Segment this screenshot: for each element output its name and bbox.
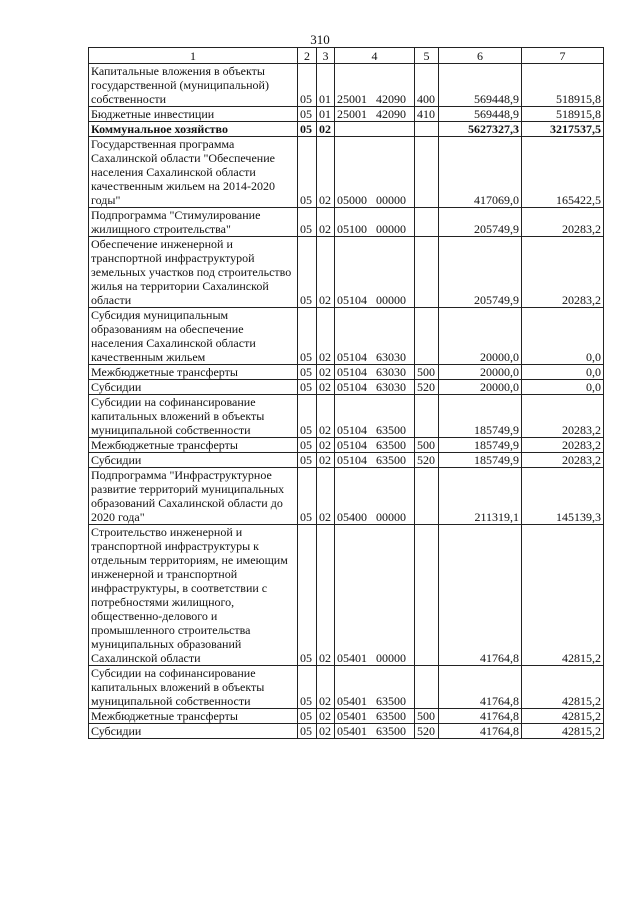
amount-year-2: 0,0 bbox=[522, 365, 604, 380]
expense-type-code: 520 bbox=[415, 453, 439, 468]
expense-type-code: 500 bbox=[415, 365, 439, 380]
expense-type-code bbox=[415, 208, 439, 237]
column-header: 4 bbox=[335, 48, 415, 64]
section-code: 05 bbox=[298, 308, 317, 365]
expense-type-code bbox=[415, 395, 439, 438]
section-code: 05 bbox=[298, 122, 317, 137]
amount-year-1: 185749,9 bbox=[439, 453, 522, 468]
row-name: Государственная программа Сахалинской области "Обеспечение населения Сахалинской области качественным жильем на 2014-2020 годы" bbox=[89, 137, 298, 208]
table-row bbox=[89, 308, 604, 365]
row-name: Субсидии на софинансирование капитальных вложений в объекты муниципальной собственности bbox=[89, 666, 298, 709]
expense-type-code: 410 bbox=[415, 107, 439, 122]
expense-type-code bbox=[415, 237, 439, 308]
amount-year-1: 211319,1 bbox=[439, 468, 522, 525]
section-code: 05 bbox=[298, 724, 317, 739]
amount-year-2: 0,0 bbox=[522, 380, 604, 395]
subsection-code: 02 bbox=[317, 666, 335, 709]
expense-type-code: 520 bbox=[415, 380, 439, 395]
row-name: Субсидии bbox=[89, 380, 298, 395]
table-row bbox=[89, 380, 604, 395]
subsection-code: 01 bbox=[317, 107, 335, 122]
amount-year-2: 42815,2 bbox=[522, 666, 604, 709]
target-article-code: 05104 63500 bbox=[335, 453, 415, 468]
expense-type-code bbox=[415, 525, 439, 666]
amount-year-2: 42815,2 bbox=[522, 525, 604, 666]
subsection-code: 02 bbox=[317, 237, 335, 308]
column-header: 6 bbox=[439, 48, 522, 64]
amount-year-1: 569448,9 bbox=[439, 64, 522, 107]
row-name: Межбюджетные трансферты bbox=[89, 365, 298, 380]
section-code: 05 bbox=[298, 237, 317, 308]
row-name: Обеспечение инженерной и транспортной инфраструктурой земельных участков под строительство жилья на территории Сахалинской области bbox=[89, 237, 298, 308]
row-name: Субсидии на софинансирование капитальных вложений в объекты муниципальной собственности bbox=[89, 395, 298, 438]
table-row bbox=[89, 709, 604, 724]
row-name: Бюджетные инвестиции bbox=[89, 107, 298, 122]
table-row bbox=[89, 724, 604, 739]
subsection-code: 02 bbox=[317, 208, 335, 237]
expense-type-code: 400 bbox=[415, 64, 439, 107]
amount-year-1: 205749,9 bbox=[439, 208, 522, 237]
table-row bbox=[89, 395, 604, 438]
target-article-code bbox=[335, 122, 415, 137]
section-code: 05 bbox=[298, 666, 317, 709]
amount-year-2: 3217537,5 bbox=[522, 122, 604, 137]
row-name: Подпрограмма "Стимулирование жилищного строительства" bbox=[89, 208, 298, 237]
amount-year-1: 41764,8 bbox=[439, 724, 522, 739]
target-article-code: 25001 42090 bbox=[335, 107, 415, 122]
amount-year-2: 42815,2 bbox=[522, 709, 604, 724]
amount-year-2: 0,0 bbox=[522, 308, 604, 365]
amount-year-1: 569448,9 bbox=[439, 107, 522, 122]
amount-year-1: 41764,8 bbox=[439, 525, 522, 666]
table-row bbox=[89, 365, 604, 380]
subsection-code: 02 bbox=[317, 137, 335, 208]
section-code: 05 bbox=[298, 137, 317, 208]
subsection-code: 02 bbox=[317, 380, 335, 395]
column-header: 7 bbox=[522, 48, 604, 64]
table-row bbox=[89, 107, 604, 122]
subsection-code: 02 bbox=[317, 709, 335, 724]
section-code: 05 bbox=[298, 709, 317, 724]
section-code: 05 bbox=[298, 468, 317, 525]
table-row bbox=[89, 438, 604, 453]
table-row bbox=[89, 237, 604, 308]
subsection-code: 02 bbox=[317, 308, 335, 365]
table-row bbox=[89, 122, 604, 137]
amount-year-1: 20000,0 bbox=[439, 308, 522, 365]
column-header: 2 bbox=[298, 48, 317, 64]
table-row bbox=[89, 525, 604, 666]
expense-type-code: 500 bbox=[415, 709, 439, 724]
amount-year-1: 185749,9 bbox=[439, 438, 522, 453]
section-code: 05 bbox=[298, 64, 317, 107]
target-article-code: 05104 63500 bbox=[335, 438, 415, 453]
expense-type-code: 520 bbox=[415, 724, 439, 739]
amount-year-1: 185749,9 bbox=[439, 395, 522, 438]
budget-table bbox=[88, 47, 604, 739]
target-article-code: 05104 63030 bbox=[335, 365, 415, 380]
row-name: Субсидии bbox=[89, 724, 298, 739]
expense-type-code bbox=[415, 308, 439, 365]
section-code: 05 bbox=[298, 380, 317, 395]
table-row bbox=[89, 453, 604, 468]
subsection-code: 02 bbox=[317, 365, 335, 380]
table-row bbox=[89, 666, 604, 709]
subsection-code: 02 bbox=[317, 468, 335, 525]
amount-year-2: 165422,5 bbox=[522, 137, 604, 208]
subsection-code: 02 bbox=[317, 453, 335, 468]
column-header: 3 bbox=[317, 48, 335, 64]
subsection-code: 02 bbox=[317, 438, 335, 453]
amount-year-2: 20283,2 bbox=[522, 438, 604, 453]
subsection-code: 02 bbox=[317, 395, 335, 438]
expense-type-code bbox=[415, 137, 439, 208]
amount-year-2: 42815,2 bbox=[522, 724, 604, 739]
amount-year-2: 518915,8 bbox=[522, 107, 604, 122]
amount-year-2: 145139,3 bbox=[522, 468, 604, 525]
row-name: Межбюджетные трансферты bbox=[89, 438, 298, 453]
row-name: Субсидия муниципальным образованиям на обеспечение населения Сахалинской области качественным жильем bbox=[89, 308, 298, 365]
column-header: 1 bbox=[89, 48, 298, 64]
target-article-code: 05104 63030 bbox=[335, 308, 415, 365]
page-number: 310 bbox=[310, 32, 330, 47]
section-code: 05 bbox=[298, 525, 317, 666]
target-article-code: 05401 63500 bbox=[335, 666, 415, 709]
amount-year-2: 20283,2 bbox=[522, 395, 604, 438]
table-row bbox=[89, 468, 604, 525]
amount-year-2: 20283,2 bbox=[522, 237, 604, 308]
section-code: 05 bbox=[298, 107, 317, 122]
expense-type-code: 500 bbox=[415, 438, 439, 453]
target-article-code: 05000 00000 bbox=[335, 137, 415, 208]
table-row bbox=[89, 137, 604, 208]
expense-type-code bbox=[415, 666, 439, 709]
subsection-code: 02 bbox=[317, 525, 335, 666]
row-name: Субсидии bbox=[89, 453, 298, 468]
row-name: Межбюджетные трансферты bbox=[89, 709, 298, 724]
row-name: Строительство инженерной и транспортной инфраструктуры к отдельным территориям, не имеющим инженерной и транспортной инфраструктуры, в соответствии с потребностями жилищного, общественно-делового и промышленного строительства муниципальных образований Сахалинской области bbox=[89, 525, 298, 666]
amount-year-2: 20283,2 bbox=[522, 208, 604, 237]
expense-type-code bbox=[415, 468, 439, 525]
amount-year-1: 20000,0 bbox=[439, 380, 522, 395]
target-article-code: 25001 42090 bbox=[335, 64, 415, 107]
amount-year-1: 41764,8 bbox=[439, 666, 522, 709]
amount-year-1: 205749,9 bbox=[439, 237, 522, 308]
table-row bbox=[89, 208, 604, 237]
amount-year-1: 20000,0 bbox=[439, 365, 522, 380]
subsection-code: 02 bbox=[317, 122, 335, 137]
target-article-code: 05400 00000 bbox=[335, 468, 415, 525]
amount-year-1: 41764,8 bbox=[439, 709, 522, 724]
section-code: 05 bbox=[298, 395, 317, 438]
target-article-code: 05401 00000 bbox=[335, 525, 415, 666]
target-article-code: 05104 63030 bbox=[335, 380, 415, 395]
section-code: 05 bbox=[298, 208, 317, 237]
table-body bbox=[89, 64, 604, 739]
target-article-code: 05401 63500 bbox=[335, 724, 415, 739]
subsection-code: 02 bbox=[317, 724, 335, 739]
column-header: 5 bbox=[415, 48, 439, 64]
target-article-code: 05104 63500 bbox=[335, 395, 415, 438]
amount-year-2: 518915,8 bbox=[522, 64, 604, 107]
target-article-code: 05100 00000 bbox=[335, 208, 415, 237]
amount-year-1: 5627327,3 bbox=[439, 122, 522, 137]
target-article-code: 05104 00000 bbox=[335, 237, 415, 308]
target-article-code: 05401 63500 bbox=[335, 709, 415, 724]
table-row bbox=[89, 64, 604, 107]
row-name: Коммунальное хозяйство bbox=[89, 122, 298, 137]
section-code: 05 bbox=[298, 365, 317, 380]
subsection-code: 01 bbox=[317, 64, 335, 107]
column-number-row bbox=[89, 48, 604, 64]
row-name: Подпрограмма "Инфраструктурное развитие территорий муниципальных образований Сахалинской области до 2020 года" bbox=[89, 468, 298, 525]
section-code: 05 bbox=[298, 438, 317, 453]
section-code: 05 bbox=[298, 453, 317, 468]
row-name: Капитальные вложения в объекты государственной (муниципальной) собственности bbox=[89, 64, 298, 107]
amount-year-2: 20283,2 bbox=[522, 453, 604, 468]
expense-type-code bbox=[415, 122, 439, 137]
amount-year-1: 417069,0 bbox=[439, 137, 522, 208]
